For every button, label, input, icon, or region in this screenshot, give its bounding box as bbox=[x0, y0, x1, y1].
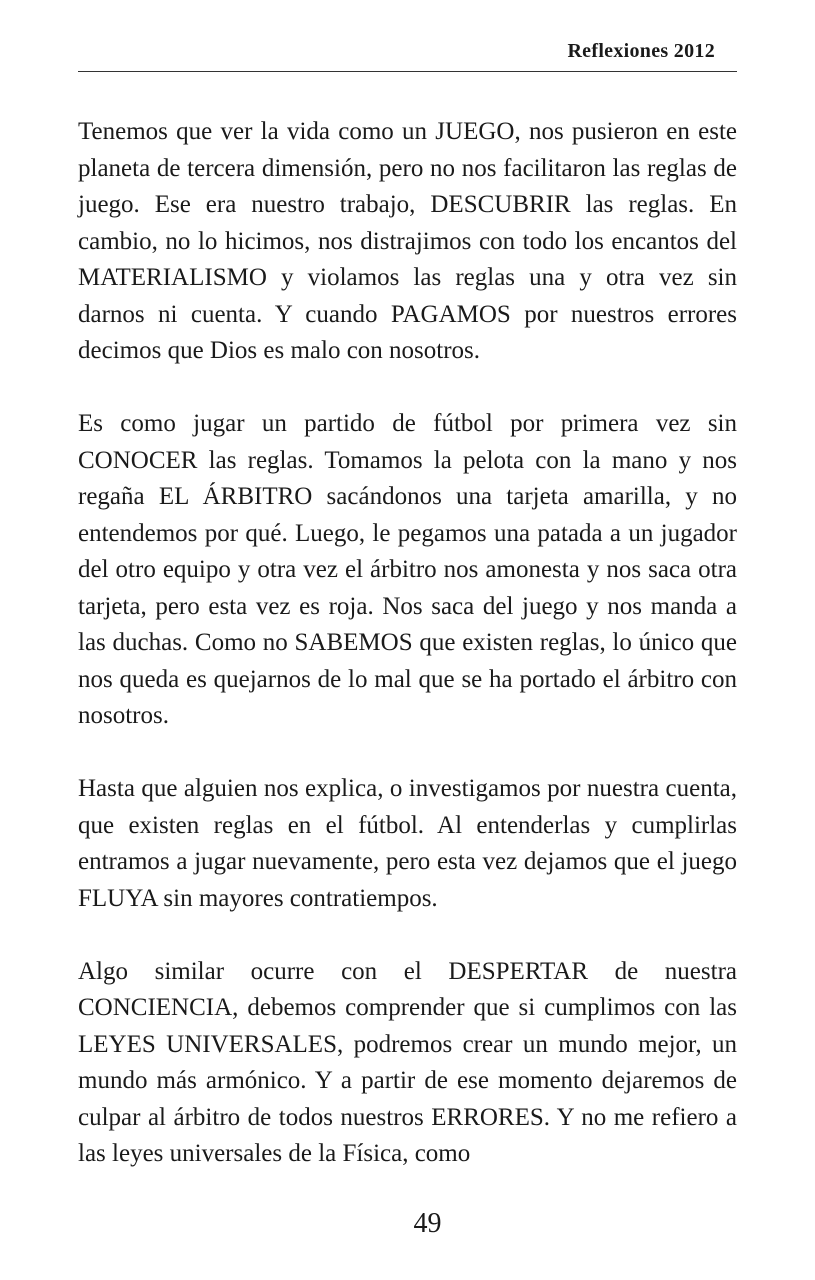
body-text bbox=[78, 114, 737, 1173]
page-number: 49 bbox=[413, 1208, 442, 1239]
paragraph-1: Tenemos que ver la vida como un JUEGO, nos pusieron en este planeta de tercera dimensión, pero no nos facilitaron las reglas de juego. Ese era nuestro trabajo, DESCUBRIR las reglas. En cambio, no lo hicimos, nos distrajimos con todo los encantos del MATERIALISMO y violamos las reglas una y otra vez sin darnos ni cuenta. Y cuando PAGAMOS por nuestros errores decimos que Dios es malo con nosotros. bbox=[78, 118, 737, 364]
header-rule bbox=[78, 71, 737, 72]
paragraph-2: Es como jugar un partido de fútbol por primera vez sin CONOCER las reglas. Tomamos la pelota con la mano y nos regaña EL ÁRBITRO sacándonos una tarjeta amarilla, y no entendemos por qué. Luego, le pegamos una patada a un jugador del otro equipo y otra vez el árbitro nos amonesta y nos saca otra tarjeta, pero esta vez es roja. Nos saca del juego y nos manda a las duchas. Como no SABEMOS que existen reglas, lo único que nos queda es quejarnos de lo mal que se ha portado el árbitro con nosotros. bbox=[78, 410, 737, 729]
paragraph-4: Algo similar ocurre con el DESPERTAR de nuestra CONCIENCIA, debemos comprender que si cumplimos con las LEYES UNIVERSALES, podremos crear un mundo mejor, un mundo más armónico. Y a partir de ese momento dejaremos de culpar al árbitro de todos nuestros ERRORES. Y no me refiero a las leyes universales de la Física, como bbox=[78, 957, 737, 1167]
running-head-title: Reflexiones 2012 bbox=[567, 40, 715, 62]
paragraph-3: Hasta que alguien nos explica, o investigamos por nuestra cuenta, que existen reglas en el fútbol. Al entenderlas y cumplirlas entramos a jugar nuevamente, pero esta vez dejamos que el juego FLUYA sin mayores contratiempos. bbox=[78, 775, 737, 912]
